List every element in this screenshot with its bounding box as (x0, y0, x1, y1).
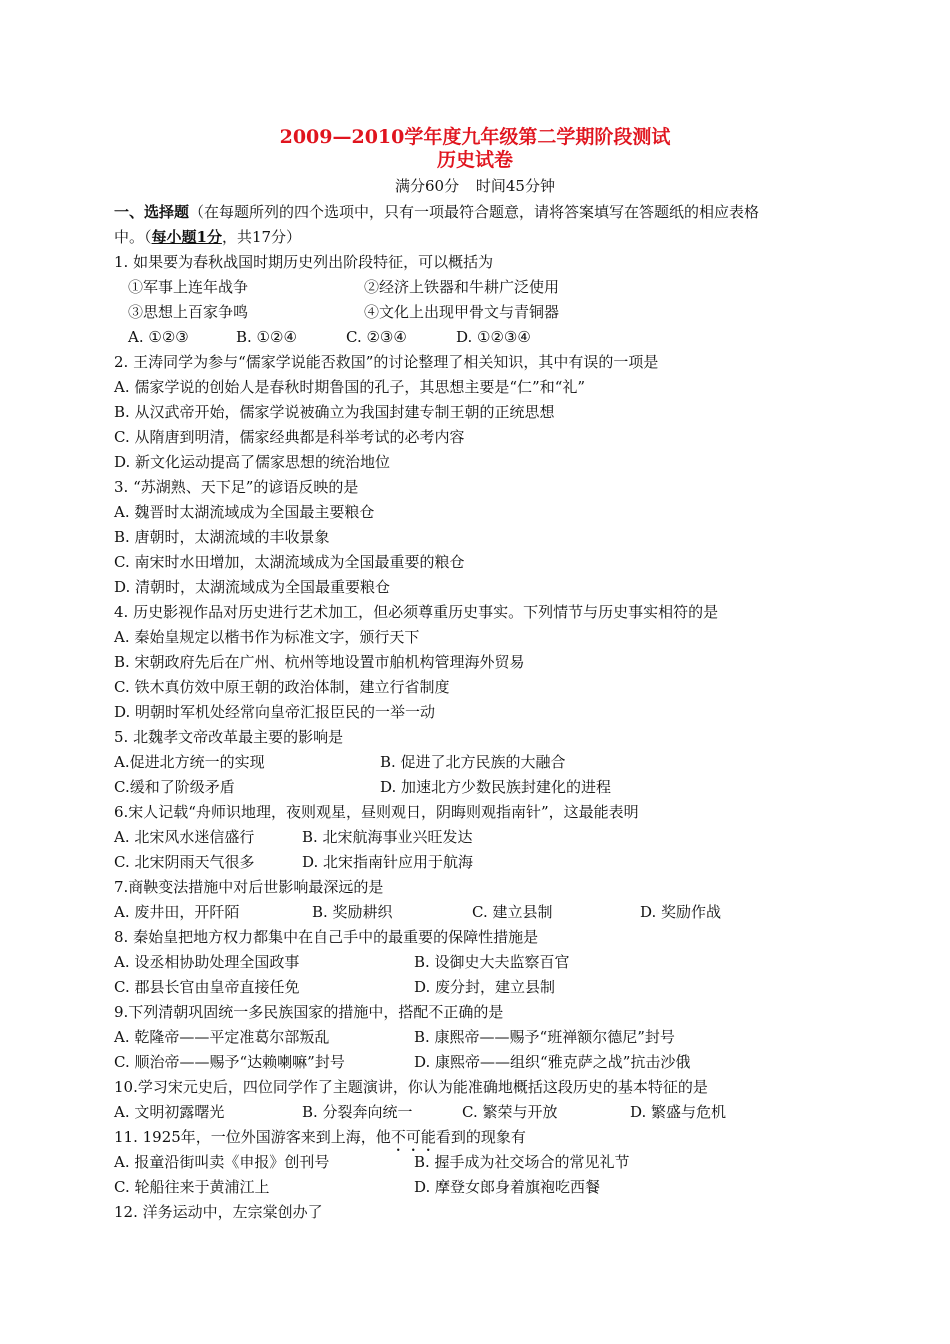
option: B. 设御史大夫监察百官 (414, 953, 570, 971)
option: B. 奖励耕织 (312, 903, 393, 921)
exam-meta (0, 176, 950, 196)
option-row (114, 1150, 844, 1175)
question-stem: 3. “苏湖熟、天下足”的谚语反映的是 (114, 478, 359, 496)
emphasized-text: 不可能 (390, 1128, 436, 1146)
option-row (114, 325, 844, 350)
option: C. 繁荣与开放 (462, 1103, 558, 1121)
question-stem: 12. 洋务运动中，左宗棠创办了 (114, 1203, 323, 1221)
option: D. 加速北方少数民族封建化的进程 (380, 778, 612, 796)
option: D. 新文化运动提高了儒家思想的统治地位 (114, 453, 391, 471)
option: A. 秦始皇规定以楷书作为标准文字，颁行天下 (114, 628, 420, 646)
question-stem-part: 11. 1925年，一位外国游客来到上海，他 (114, 1128, 391, 1146)
option: C. 铁木真仿效中原王朝的政治体制，建立行省制度 (114, 678, 450, 696)
statement-row (114, 300, 844, 325)
section-instruction: （在每题所列的四个选项中，只有一项最符合题意，请将答案填写在答题纸的相应表格 (189, 203, 760, 221)
option: D. 北宋指南针应用于航海 (302, 853, 474, 871)
option: B. 康熙帝——赐予“班禅额尔德尼”封号 (414, 1028, 675, 1046)
option: B. ①②④ (236, 328, 297, 346)
option: C. 从隋唐到明清，儒家经典都是科举考试的必考内容 (114, 428, 465, 446)
option: A. 魏晋时太湖流域成为全国最主要粮仓 (114, 503, 375, 521)
section-instruction-line1 (114, 200, 844, 225)
section-heading: 一、选择题 (114, 203, 190, 221)
score-label: 满分60分 (395, 177, 460, 195)
option-row (114, 1100, 844, 1125)
option: A. 北宋风水迷信盛行 (114, 828, 255, 846)
statement-row (114, 275, 844, 300)
question-stem (114, 1125, 844, 1150)
option: C. ②③④ (346, 328, 407, 346)
option: D. 废分封，建立县制 (414, 978, 556, 996)
option: C.缓和了阶级矛盾 (114, 778, 235, 796)
option: D. 康熙帝——组织“雅克萨之战”抗击沙俄 (414, 1053, 691, 1071)
option: C. 南宋时水田增加，太湖流域成为全国最重要的粮仓 (114, 553, 465, 571)
exam-subtitle: 历史试卷 (436, 149, 513, 171)
option-row (114, 1175, 844, 1200)
option: A. 儒家学说的创始人是春秋时期鲁国的孔子，其思想主要是“仁”和“礼” (114, 378, 586, 396)
option: A. 报童沿街叫卖《申报》创刊号 (114, 1153, 330, 1171)
option: A. 废井田，开阡陌 (114, 903, 240, 921)
option: A. 设丞相协助处理全国政事 (114, 953, 300, 971)
option: C. 北宋阴雨天气很多 (114, 853, 255, 871)
statement: ③思想上百家争鸣 (128, 303, 249, 321)
option: D. 明朝时军机处经常向皇帝汇报臣民的一举一动 (114, 703, 436, 721)
exam-title: 2009—2010学年度九年级第二学期阶段测试 (279, 126, 671, 148)
question-stem: 2. 王涛同学为参与“儒家学说能否救国”的讨论整理了相关知识，其中有误的一项是 (114, 353, 659, 371)
question-stem: 4. 历史影视作品对历史进行艺术加工，但必须尊重历史事实。下列情节与历史事实相符的是 (114, 603, 719, 621)
exam-content (114, 200, 844, 1225)
statement: ②经济上铁器和牛耕广泛使用 (364, 278, 560, 296)
option-row (114, 900, 844, 925)
question-stem-part: 看到的现象有 (435, 1128, 526, 1146)
question-stem: 5. 北魏孝文帝改革最主要的影响是 (114, 728, 344, 746)
question-stem: 6.宋人记载“舟师识地理，夜则观星，昼则观日，阴晦则观指南针”，这最能表明 (114, 803, 639, 821)
option-row (114, 850, 844, 875)
option: A. 乾隆帝——平定准葛尔部叛乱 (114, 1028, 330, 1046)
option: C. 轮船往来于黄浦江上 (114, 1178, 270, 1196)
question-stem: 7.商鞅变法措施中对后世影响最深远的是 (114, 878, 384, 896)
option: C. 郡县长官由皇帝直接任免 (114, 978, 300, 996)
option: B. 从汉武帝开始，儒家学说被确立为我国封建专制王朝的正统思想 (114, 403, 555, 421)
option: B. 唐朝时，太湖流域的丰收景象 (114, 528, 330, 546)
option: A. 文明初露曙光 (114, 1103, 225, 1121)
statement: ①军事上连年战争 (128, 278, 249, 296)
option-row (114, 1025, 844, 1050)
option-row (114, 975, 844, 1000)
option: B. 北宋航海事业兴旺发达 (302, 828, 473, 846)
option: B. 促进了北方民族的大融合 (380, 753, 566, 771)
option-row (114, 950, 844, 975)
option: D. 奖励作战 (640, 903, 722, 921)
option: C. 建立县制 (472, 903, 553, 921)
section-instruction-part: ，共17分） (221, 228, 302, 246)
question-stem: 9.下列清朝巩固统一多民族国家的措施中，搭配不正确的是 (114, 1003, 504, 1021)
option: D. 摩登女郎身着旗袍吃西餐 (414, 1178, 601, 1196)
option-row (114, 1050, 844, 1075)
question-stem: 10.学习宋元史后，四位同学作了主题演讲，你认为能准确地概括这段历史的基本特征的是 (114, 1078, 708, 1096)
points-per-question: 每小题1分 (151, 228, 222, 246)
section-instruction-part: 中。（ (114, 228, 152, 246)
option: D. 清朝时，太湖流域成为全国最重要粮仓 (114, 578, 391, 596)
option: A.促进北方统一的实现 (114, 753, 265, 771)
section-instruction-line2 (114, 225, 844, 250)
question-stem: 1. 如果要为春秋战国时期历史列出阶段特征，可以概括为 (114, 253, 494, 271)
option-row (114, 775, 844, 800)
option-row (114, 825, 844, 850)
option: A. ①②③ (128, 328, 189, 346)
question-stem: 8. 秦始皇把地方权力都集中在自己手中的最重要的保障性措施是 (114, 928, 539, 946)
option: B. 分裂奔向统一 (302, 1103, 413, 1121)
option: B. 宋朝政府先后在广州、杭州等地设置市舶机构管理海外贸易 (114, 653, 525, 671)
option: B. 握手成为社交场合的常见礼节 (414, 1153, 630, 1171)
time-label: 时间45分钟 (475, 177, 555, 195)
option: D. 繁盛与危机 (630, 1103, 727, 1121)
option-row (114, 750, 844, 775)
option: D. ①②③④ (456, 328, 531, 346)
option: C. 顺治帝——赐予“达赖喇嘛”封号 (114, 1053, 345, 1071)
statement: ④文化上出现甲骨文与青铜器 (364, 303, 560, 321)
